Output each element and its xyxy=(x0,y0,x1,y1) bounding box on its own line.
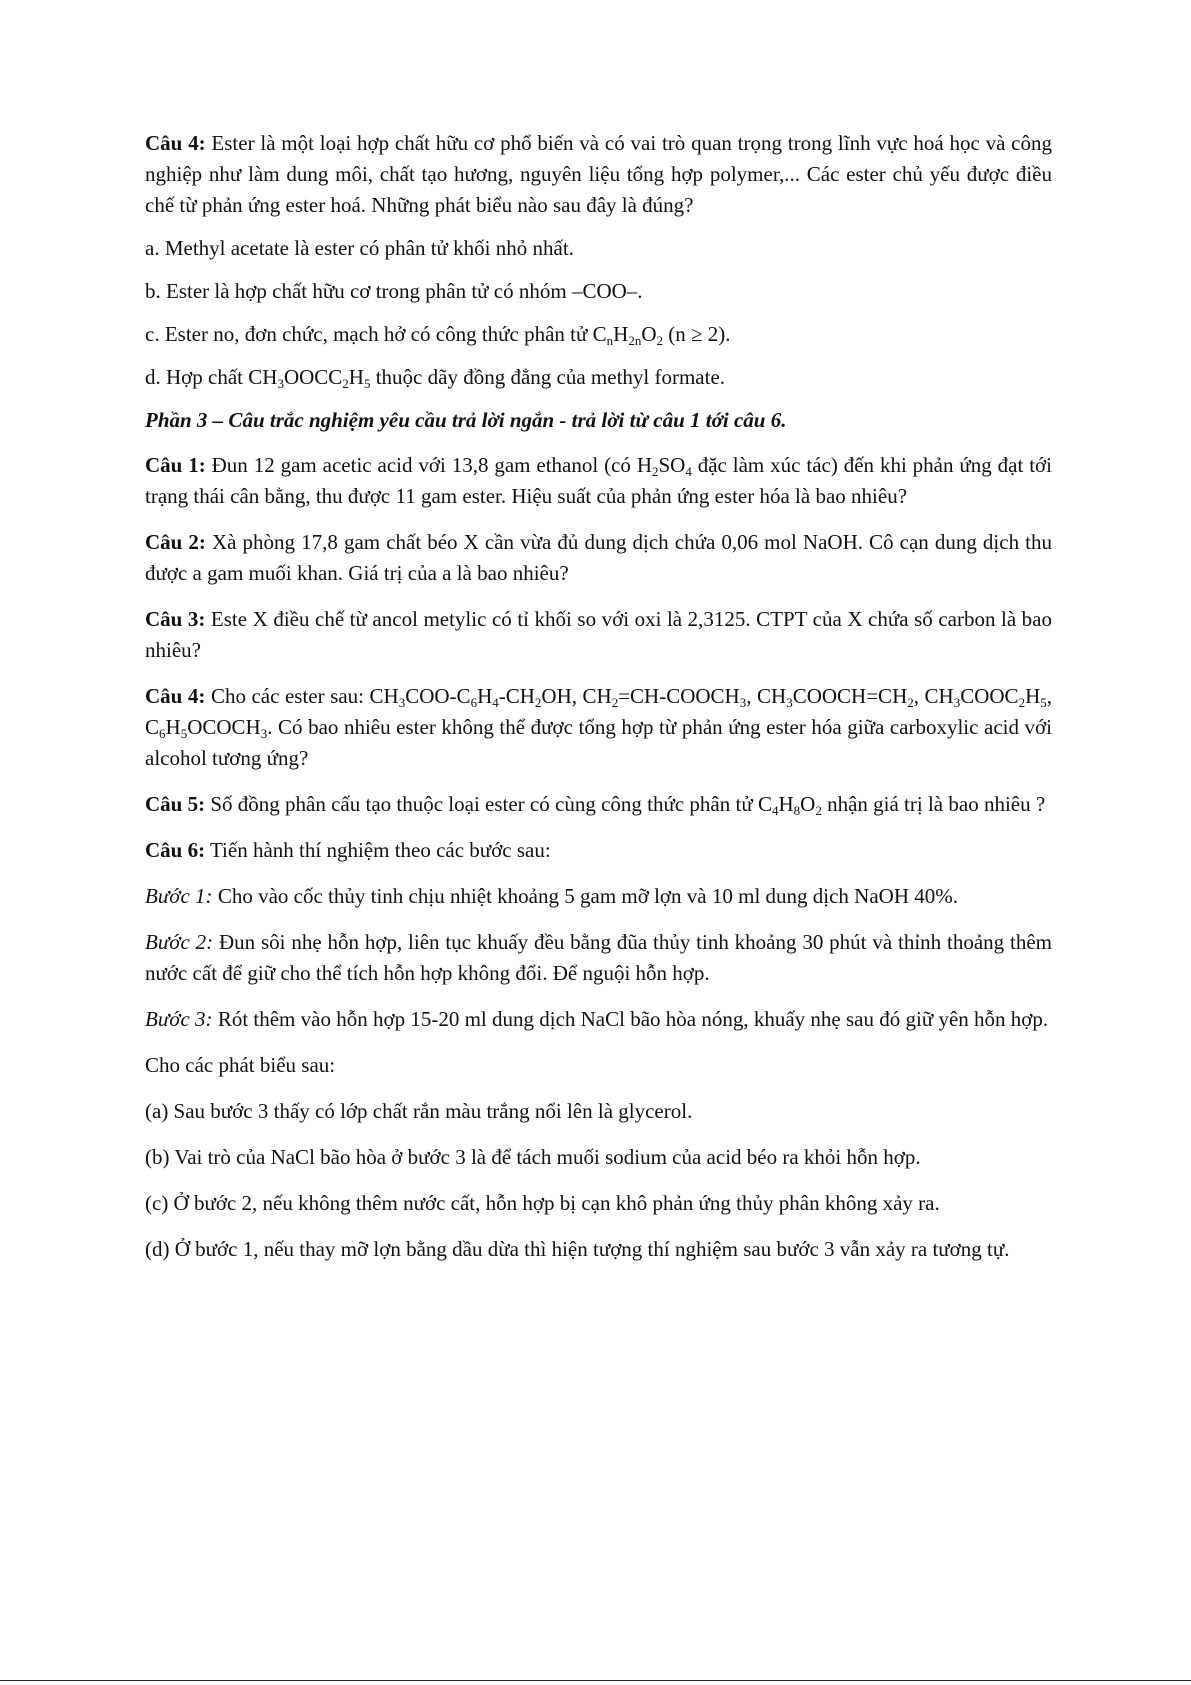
footer-rule xyxy=(0,1680,1191,1681)
formula-list: $CH_3COO-C_6H_4-CH_2OH$, $CH_2=CH-COOCH_3$, $CH_3COOCH=CH_2$, $CH_3COOC_2H_5$, $C_6H_5OCOCH_3$ xyxy=(145,684,1052,741)
question-label: Câu 3: xyxy=(145,607,206,631)
step-label: Bước 2: xyxy=(145,930,214,954)
question-label: Câu 4: xyxy=(145,131,206,155)
question-label: Câu 4: xyxy=(145,684,206,708)
statement-d: (d) Ở bước 1, nếu thay mỡ lợn bằng dầu dừa thì hiện tượng thí nghiệm sau bước 3 vẫn xảy ra tương tự. xyxy=(145,1237,1010,1261)
formula: $H_2SO_4$ xyxy=(636,453,692,479)
step-3: Bước 3: Rót thêm vào hỗn hợp 15-20 ml dung dịch NaCl bão hòa nóng, khuấy nhẹ sau đó giữ yên hỗn hợp. xyxy=(145,1007,1049,1031)
question-4-stem xyxy=(145,128,1052,221)
statement-b: (b) Vai trò của NaCl bão hòa ở bước 3 là để tách muối sodium của acid béo ra khỏi hỗn hợp. xyxy=(145,1145,921,1169)
step-label: Bước 1: xyxy=(145,884,213,908)
option-a: a. Methyl acetate là ester có phân tử khối nhỏ nhất. xyxy=(145,236,574,260)
option-b: b. Ester là hợp chất hữu cơ trong phân tử có nhóm –COO–. xyxy=(145,279,643,303)
formula: $C_4H_8O_2$ xyxy=(757,792,822,818)
section-heading: Phần 3 – Câu trắc nghiệm yêu cầu trả lời ngắn - trả lời từ câu 1 tới câu 6. xyxy=(145,408,787,432)
question-label: Câu 6: xyxy=(145,838,206,862)
statement-c: (c) Ở bước 2, nếu không thêm nước cất, hỗn hợp bị cạn khô phản ứng thủy phân không xảy ra. xyxy=(145,1191,940,1215)
statement-a: (a) Sau bước 3 thấy có lớp chất rắn màu trắng nổi lên là glycerol. xyxy=(145,1099,693,1123)
document-page xyxy=(145,128,1052,1280)
question-5: Câu 5: Số đồng phân cấu tạo thuộc loại ester có cùng công thức phân tử $C_4H_8O_2$ nhận giá trị là bao nhiêu ? xyxy=(145,792,1046,818)
step-label: Bước 3: xyxy=(145,1007,213,1031)
question-label: Câu 1: xyxy=(145,453,206,477)
formula: $C_nH_{2n}O_2$ xyxy=(592,322,664,348)
question-text: Ester là một loại hợp chất hữu cơ phổ biến và có vai trò quan trọng trong lĩnh vực hoá học và công nghiệp như làm dung môi, chất tạo hương, nguyên liệu tổng hợp polymer,... Các ester chủ yếu được điều chế từ phản ứng ester hoá. Những phát biểu nào sau đây là đúng? xyxy=(145,131,1052,217)
formula: $CH_3OOCC_2H_5$ xyxy=(248,365,371,391)
question-4-part2 xyxy=(145,128,1052,393)
step-2: Bước 2: Đun sôi nhẹ hỗn hợp, liên tục khuấy đều bằng đũa thủy tinh khoảng 30 phút và thỉnh thoảng thêm nước cất để giữ cho thể tích hỗn hợp không đổi. Để nguội hỗn hợp. xyxy=(145,930,1053,985)
option-d: d. Hợp chất $CH_3OOCC_2H_5$ thuộc dãy đồng đẳng của methyl formate. xyxy=(145,365,726,391)
option-c: c. Ester no, đơn chức, mạch hở có công thức phân tử $C_nH_{2n}O_2$ (n ≥ 2). xyxy=(145,322,731,348)
question-4: Câu 4: Cho các ester sau: $CH_3COO-C_6H_4-CH_2OH$, $CH_2=CH-COOCH_3$, $CH_3COOCH=CH_2$, $CH_3COOC_2H_5$, $C_6H_5OCOCH_3$. Có bao nhiêu ester không thể được tổng hợp từ phản ứng ester hóa giữa carboxylic acid với alcohol tương ứng? xyxy=(145,684,1052,770)
question-6: Câu 6: Tiến hành thí nghiệm theo các bước sau: xyxy=(145,838,551,862)
statements-intro: Cho các phát biểu sau: xyxy=(145,1053,336,1077)
question-label: Câu 2: xyxy=(145,530,206,554)
question-3: Câu 3: Este X điều chế từ ancol metylic có tỉ khối so với oxi là 2,3125. CTPT của X chứa số carbon là bao nhiêu? xyxy=(145,607,1053,662)
question-2: Câu 2: Xà phòng 17,8 gam chất béo X cần vừa đủ dung dịch chứa 0,06 mol NaOH. Cô cạn dung dịch thu được a gam muối khan. Giá trị của a là bao nhiêu? xyxy=(145,530,1052,585)
question-label: Câu 5: xyxy=(145,792,206,816)
question-1: Câu 1: Đun 12 gam acetic acid với 13,8 gam ethanol (có $H_2SO_4$ đặc làm xúc tác) đến khi phản ứng đạt tới trạng thái cân bằng, thu được 11 gam ester. Hiệu suất của phản ứng ester hóa là bao nhiêu? xyxy=(145,453,1053,508)
step-1: Bước 1: Cho vào cốc thủy tinh chịu nhiệt khoảng 5 gam mỡ lợn và 10 ml dung dịch NaOH 40%. xyxy=(145,884,958,908)
